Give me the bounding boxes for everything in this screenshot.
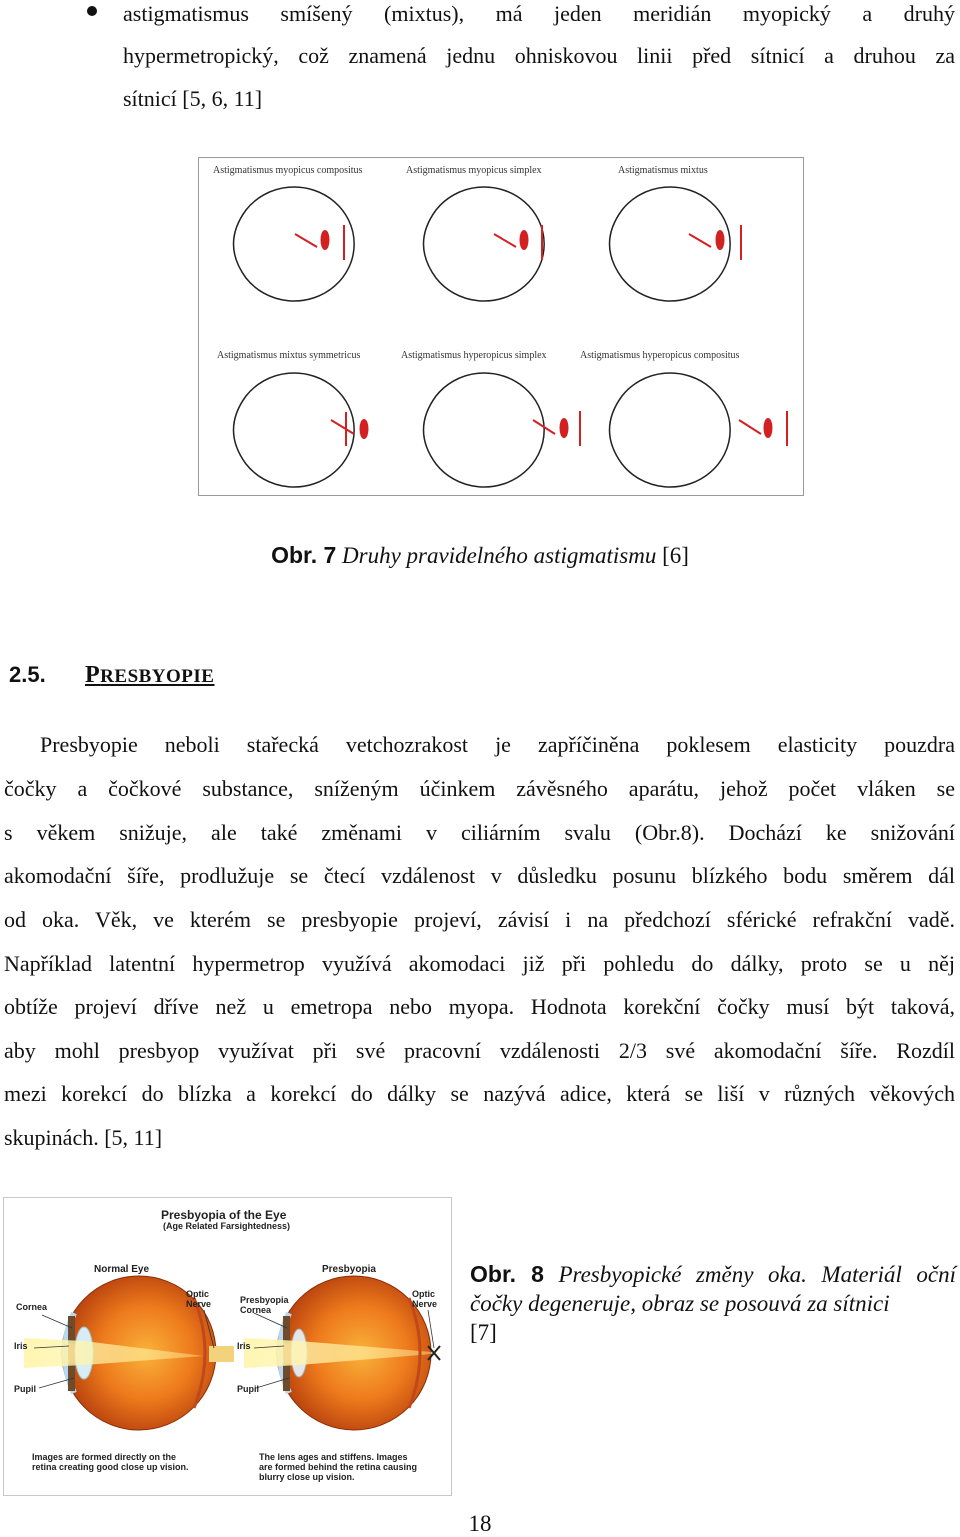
presbyopia-note-3: blurry close up vision. — [259, 1472, 355, 1482]
paragraph-line-text: Presbyopie neboli stařecká vetchozrakost je zapříčiněna poklesem elasticity pouzdra — [40, 732, 955, 757]
iris-label-left: Iris — [14, 1341, 28, 1351]
optic-nerve-label-left-2: Nerve — [186, 1299, 212, 1309]
panel-label-myopicus-compositus: Astigmatismus myopicus compositus — [213, 165, 363, 176]
presbyopia-note-1: The lens ages and stiffens. Images — [259, 1452, 408, 1462]
pupil-label-right: Pupil — [237, 1384, 259, 1394]
eye-outline — [234, 187, 355, 301]
presbyopia-note-2: are formed behind the retina causing — [259, 1462, 418, 1472]
paragraph-line — [4, 862, 955, 890]
bullet-text-line-3 — [123, 85, 955, 113]
focal-line-2 — [561, 419, 568, 437]
paragraph-line-text: s věkem snižuje, ale také změnami v ciliárním svalu (Obr.8). Dochází ke snižování — [4, 820, 955, 845]
paragraph-line — [4, 1124, 955, 1152]
section-title-rest: RESBYOPIE — [100, 666, 215, 687]
focal-line-1 — [295, 234, 317, 247]
section-heading — [9, 662, 214, 689]
figure-8-subtitle: (Age Related Farsightedness) — [163, 1221, 291, 1231]
presbyopia-cornea-label-1: Presbyopia — [240, 1295, 289, 1305]
focal-line-2 — [521, 231, 528, 249]
figure-8-caption-text-1: Presbyopické změny oka. Materiál oční — [558, 1262, 956, 1287]
figure-8-reference: [7] — [470, 1320, 497, 1345]
paragraph-line — [4, 993, 955, 1021]
figure-8-label: Obr. 8 — [470, 1261, 544, 1287]
figure-7-label: Obr. 7 — [271, 542, 337, 568]
normal-eye-note-2: retina creating good close up vision. — [32, 1462, 189, 1472]
paragraph-line-text: skupinách. [5, 11] — [4, 1125, 163, 1150]
paragraph-line-text: aby mohl presbyop využívat při své pracovní vzdálenosti 2/3 své akomodační šíře. Rozdíl — [4, 1038, 955, 1063]
cornea-label: Cornea — [16, 1302, 48, 1312]
panel-label-mixtus-symmetricus: Astigmatismus mixtus symmetricus — [217, 350, 361, 361]
paragraph-line-text: čočky a čočkové substance, sníženým účinkem závěsného aparátu, jehož počet vláken se — [4, 776, 955, 801]
eye-outline — [610, 373, 731, 487]
paragraph-line-text: Například latentní hypermetrop využívá akomodaci již při pohledu do dálky, proto se u něj — [4, 951, 955, 976]
figure-7-reference: [6] — [662, 543, 689, 568]
panel-label-hyperopicus-compositus: Astigmatismus hyperopicus compositus — [580, 350, 740, 361]
focal-line-2 — [717, 231, 724, 249]
paragraph-line — [4, 1037, 955, 1065]
paragraph-line — [4, 906, 955, 934]
focal-line-1 — [689, 234, 711, 247]
bullet-point — [87, 6, 97, 16]
section-number: 2.5. — [9, 662, 46, 687]
bullet-text-line-2 — [123, 42, 955, 70]
focal-line-2 — [322, 231, 329, 249]
optic-nerve-label-left-1: Optic — [186, 1289, 210, 1299]
bullet-line-2: hypermetropický, což znamená jednu ohniskovou linii před sítnicí a druhou za — [123, 43, 955, 68]
paragraph-line — [40, 731, 955, 759]
paragraph-line-text: od oka. Věk, ve kterém se presbyopie projeví, závisí i na předchozí sférické refrakční vadě. — [4, 907, 955, 932]
section-title-initial: P — [85, 662, 101, 688]
presbyopia-cornea-label-2: Cornea — [240, 1305, 272, 1315]
bullet-text-line-1 — [123, 0, 955, 28]
presbyopia-figure — [3, 1197, 452, 1496]
figure-7-title: Druhy pravidelného astigmatismu — [342, 543, 657, 568]
figure-8-caption-text-2: čočky degeneruje, obraz se posouvá za sítnici — [470, 1291, 890, 1316]
optic-nerve-label-right-1: Optic — [412, 1289, 436, 1299]
eye-outline — [424, 373, 545, 487]
astigmatism-diagrams — [199, 158, 805, 497]
pupil-label-left: Pupil — [14, 1384, 36, 1394]
presbyopia-label: Presbyopia — [322, 1264, 376, 1275]
bullet-line-1: astigmatismus smíšený (mixtus), má jeden meridián myopický a druhý — [123, 1, 955, 26]
paragraph-line-text: akomodační šíře, prodlužuje se čtecí vzdálenost v důsledku posunu blízkého bodu směrem dál — [4, 863, 955, 888]
iris-label-right: Iris — [237, 1341, 251, 1351]
astigmatism-figure — [198, 157, 804, 496]
focal-line-1 — [739, 420, 761, 434]
section-title — [85, 662, 214, 687]
paragraph-line — [4, 775, 955, 803]
optic-nerve-label-right-2: Nerve — [412, 1299, 438, 1309]
panel-label-myopicus-simplex: Astigmatismus myopicus simplex — [406, 165, 542, 176]
paragraph-line-text: mezi korekcí do blízka a korekcí do dálky se nazývá adice, která se liší v různých věkových — [4, 1081, 955, 1106]
eye-outline — [610, 187, 731, 301]
normal-eye-label: Normal Eye — [94, 1264, 150, 1275]
paragraph-line — [4, 1080, 955, 1108]
focal-line-2 — [765, 419, 772, 437]
focal-line-1 — [331, 420, 354, 434]
figure-8-title: Presbyopia of the Eye — [161, 1208, 287, 1222]
panel-label-mixtus: Astigmatismus mixtus — [618, 165, 708, 176]
bullet-line-3: sítnicí [5, 6, 11] — [123, 86, 263, 111]
focal-line-1 — [494, 234, 516, 247]
figure-7-caption — [0, 540, 960, 571]
eye-outline — [234, 373, 355, 487]
paragraph-line-text: obtíže projeví dříve než u emetropa nebo myopa. Hodnota korekční čočky musí být taková, — [4, 994, 955, 1019]
page-number: 18 — [468, 1511, 492, 1536]
figure-8-caption — [470, 1260, 956, 1347]
figure-8-caption-line-1 — [470, 1260, 956, 1289]
paragraph-line — [4, 950, 955, 978]
paragraph-line — [4, 819, 955, 847]
normal-eye-note-1: Images are formed directly on the — [32, 1452, 177, 1462]
panel-label-hyperopicus-simplex: Astigmatismus hyperopicus simplex — [401, 350, 547, 361]
focal-line-2 — [361, 420, 368, 438]
